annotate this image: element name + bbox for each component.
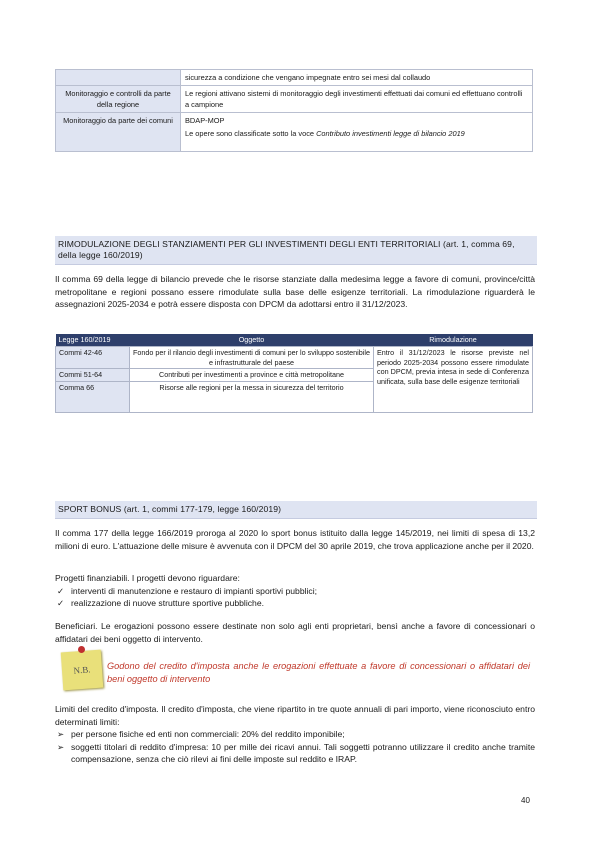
limiti-intro: Limiti del credito d'imposta. Il credito d'imposta, che viene ripartito in tre quote annuali di pari importo, viene riconosciuto entro determinati limiti: (55, 704, 535, 727)
table-header-row (56, 334, 533, 347)
limiti-block (55, 703, 535, 766)
nb-note-text: Godono del credito d'imposta anche le erogazioni effettuate a favore di concessionari o affidatari dei beni oggetto di intervento (107, 661, 530, 684)
rimodulazione-paragraph: Il comma 69 della legge di bilancio prevede che le risorse stanziate dalla medesima legge a favore di comuni, province/città metropolitane e regioni possano essere rimodulate sulla base delle esigenze territoriali. La rimodulazione riguarderà le assegnazioni 2025-2034 e potrà essere disposta con DPCM da adottarsi entro il 31/12/2023. (55, 274, 535, 309)
table-cell: Monitoraggio da parte dei comuni (56, 113, 181, 152)
list-item-text: interventi di manutenzione e restauro di impianti sportivi pubblici; (71, 585, 318, 596)
page-number: 40 (521, 796, 530, 805)
table-cell: Entro il 31/12/2023 le risorse previste nel periodo 2025-2034 possono essere rimodulate con DPCM, previa intesa in sede di Conferenza unificata, sulla base delle esigenze territoriali (374, 347, 533, 413)
bdap-label: BDAP-MOP (185, 116, 225, 125)
classification-text (185, 128, 528, 139)
classification-prefix: Le opere sono classificate sotto la voce (185, 129, 317, 138)
section-header-rimodulazione: RIMODULAZIONE DEGLI STANZIAMENTI PER GLI INVESTIMENTI DEGLI ENTI TERRITORIALI (art. 1, comma 69, della legge 160/2019) (55, 236, 537, 265)
monitoring-table (55, 69, 533, 152)
table-cell (56, 70, 181, 86)
table-row (56, 347, 533, 369)
rimodulazione-table (55, 334, 533, 413)
progetti-list (55, 585, 535, 610)
table-row (56, 113, 533, 152)
classification-italic: Contributo investimenti legge di bilancio 2019 (316, 129, 465, 138)
progetti-intro: Progetti finanziabili. I progetti devono riguardare: (55, 573, 240, 583)
table-cell (181, 113, 533, 152)
list-item-text: realizzazione di nuove strutture sportive pubbliche. (71, 598, 264, 608)
table-cell: Commi 51-64 (56, 369, 130, 382)
check-icon: ✓ (57, 598, 65, 608)
column-header: Rimodulazione (374, 334, 533, 347)
sport-bonus-paragraph: Il comma 177 della legge 166/2019 proroga al 2020 lo sport bonus istituito dalla legge 145/2019, nei limiti di spesa di 13,2 milioni di euro. L'attuazione delle misure è avvenuta con il DPCM del 30 aprile 2019, che trova applicazione anche per il 2020. (55, 528, 535, 551)
list-item (55, 585, 535, 598)
list-item-text: soggetti titolari di reddito d'impresa: 10 per mille dei ricavi annui. Tali soggetti potranno utilizzare il credito anche tramite compensazione, senza che ciò rilevi ai fini delle imposte sul reddito e IRAP. (71, 741, 535, 764)
sticky-note-icon (61, 650, 104, 691)
list-item-text: per persone fisiche ed enti non commerciali: 20% del reddito imponibile; (71, 729, 345, 739)
column-header: Oggetto (130, 334, 374, 347)
table-cell: Le regioni attivano sistemi di monitoraggio degli investimenti effettuati dai comuni ed effettuano controlli a campione (181, 86, 533, 113)
pin-icon (78, 646, 85, 653)
arrow-bullet-icon: ➢ (57, 729, 65, 739)
list-item (55, 597, 535, 610)
column-header: Legge 160/2019 (56, 334, 130, 347)
table-cell: Commi 42-46 (56, 347, 130, 369)
table-row (56, 70, 533, 86)
nb-label: N.B. (73, 664, 91, 676)
table-row (56, 86, 533, 113)
list-item (55, 728, 535, 741)
table-cell: Contributi per investimenti a province e città metropolitane (130, 369, 374, 382)
table-cell: Fondo per il rilancio degli investimenti di comuni per lo sviluppo sostenibile e infrastrutturale del paese (130, 347, 374, 369)
list-item (55, 741, 535, 766)
table-cell: Comma 66 (56, 381, 130, 412)
table-cell: Risorse alle regioni per la messa in sicurezza del territorio (130, 381, 374, 412)
arrow-bullet-icon: ➢ (57, 741, 65, 752)
progetti-block (55, 572, 535, 610)
table-cell: Monitoraggio e controlli da parte della regione (56, 86, 181, 113)
beneficiari-paragraph: Beneficiari. Le erogazioni possono essere destinate non solo agli enti proprietari, bensì anche a favore di concessionari o affidatari dei beni oggetto di intervento. (55, 621, 535, 644)
section-header-sport-bonus: SPORT BONUS (art. 1, commi 177-179, legge 160/2019) (55, 501, 537, 519)
table-cell: sicurezza a condizione che vengano impegnate entro sei mesi dal collaudo (181, 70, 533, 86)
check-icon: ✓ (57, 585, 65, 596)
limiti-list (55, 728, 535, 766)
